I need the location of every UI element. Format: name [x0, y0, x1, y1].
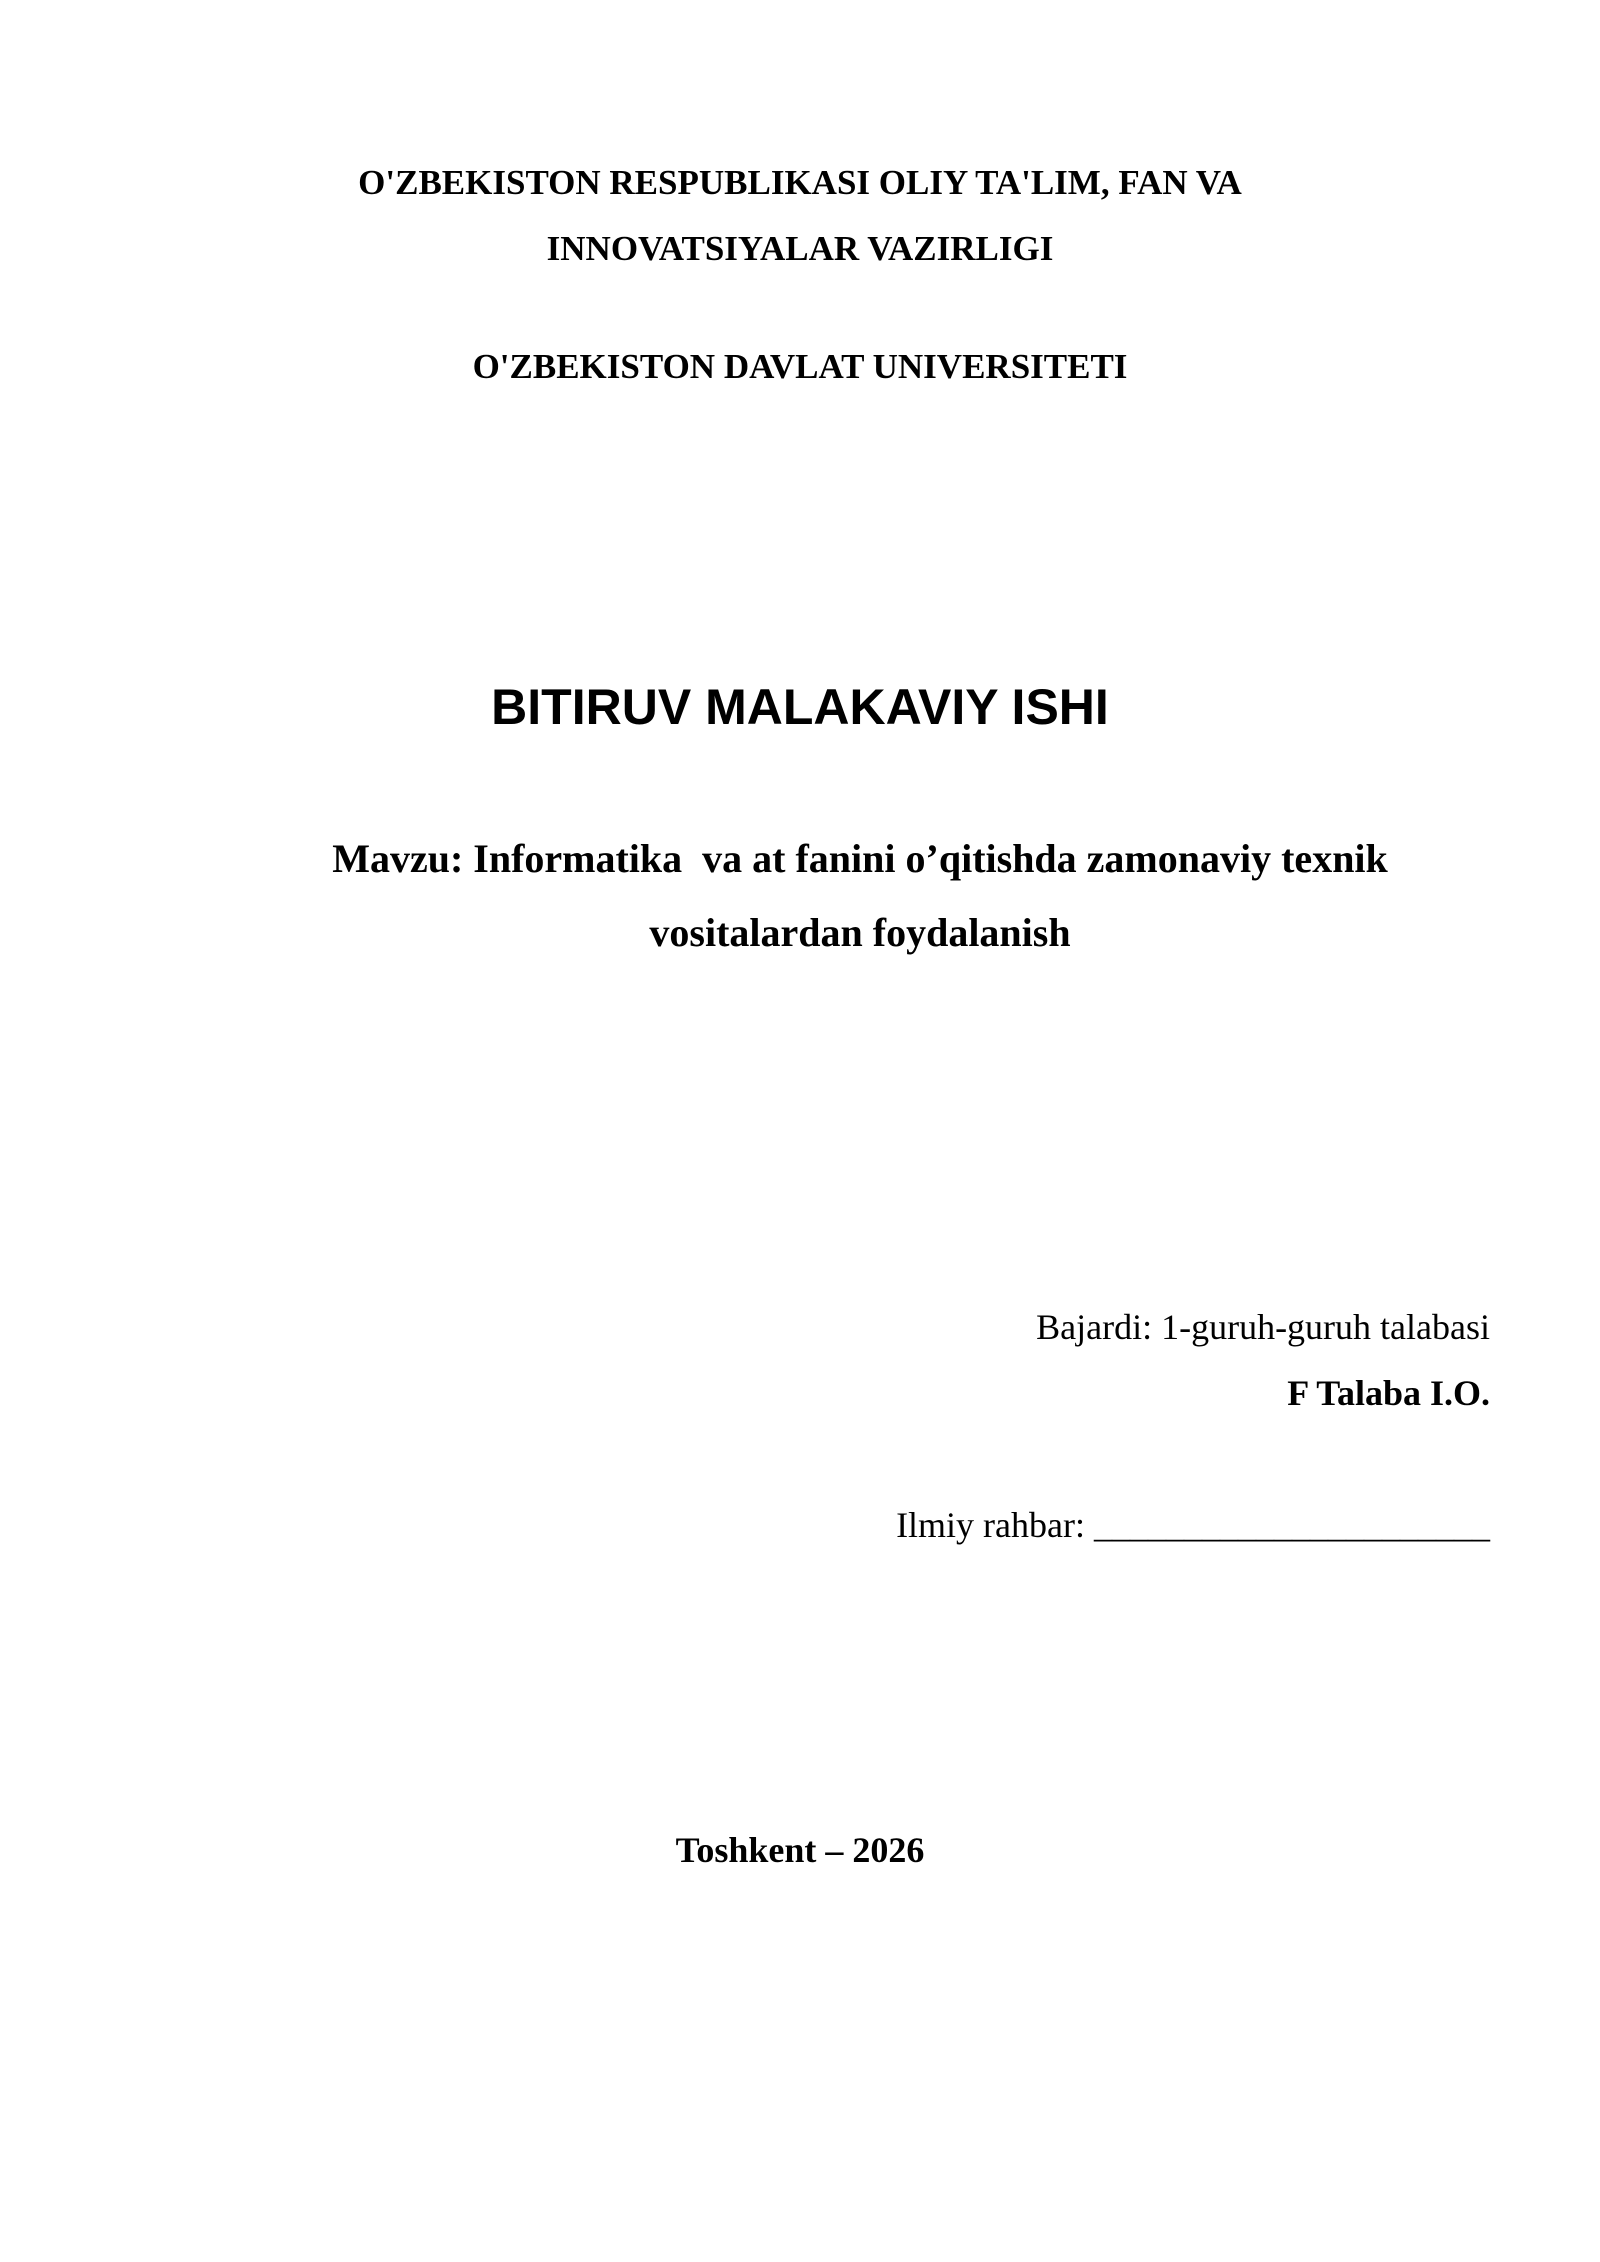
supervisor-line: Ilmiy rahbar: ______________________ [896, 1505, 1490, 1545]
city-year: Toshkent – 2026 [675, 1830, 925, 1870]
topic-line-1: Mavzu: Informatika va at fanini o’qitishda zamonaviy texnik [332, 836, 1388, 881]
university-name: O'ZBEKISTON DAVLAT UNIVERSITETI [472, 347, 1128, 386]
topic-line-2: vositalardan foydalanish [649, 910, 1071, 955]
ministry-line-2: INNOVATSIYALAR VAZIRLIGI [546, 229, 1054, 268]
performed-by: Bajardi: 1-guruh-guruh talabasi [1036, 1307, 1490, 1347]
ministry-heading [0, 150, 1600, 282]
ministry-line-1: O'ZBEKISTON RESPUBLIKASI OLIY TA'LIM, FAN VA [358, 163, 1242, 202]
student-name: F Talaba I.O. [1287, 1373, 1490, 1413]
topic-heading [260, 822, 1460, 970]
document-title: BITIRUV MALAKAVIY ISHI [491, 679, 1109, 735]
